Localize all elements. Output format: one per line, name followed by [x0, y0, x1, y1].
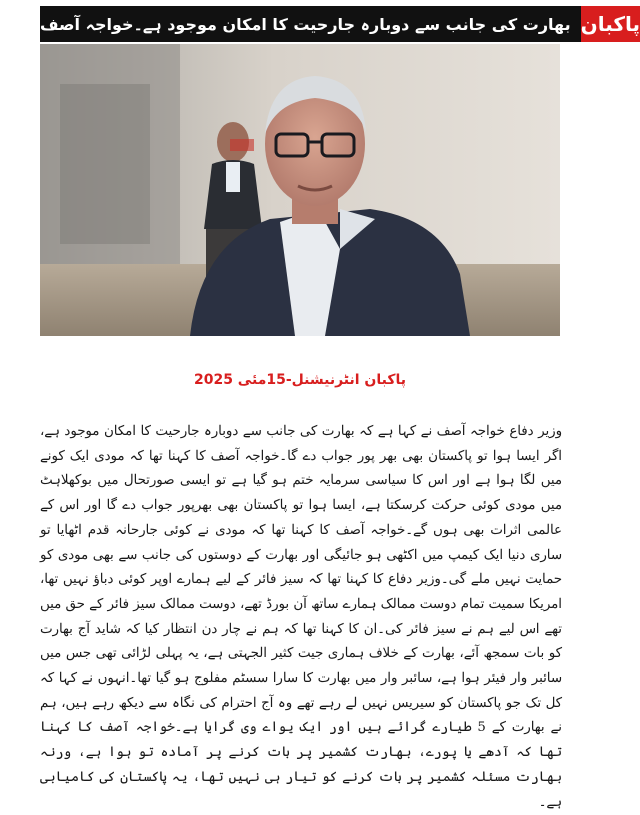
brand-name: پاکبان — [580, 12, 640, 36]
brand-logo — [581, 6, 640, 42]
dateline: پاکبان انٹرنیشنل-15مئی 2025 — [193, 372, 407, 388]
news-photo-illustration — [40, 44, 560, 336]
headline: بھارت کی جانب سے دوبارہ جارحیت کا امکان موجود ہے۔خواجہ آصف — [40, 14, 571, 34]
article-text: وزیر دفاع خواجہ آصف نے کہا ہے کہ بھارت کی جانب سے دوبارہ جارحیت کا امکان موجود ہے، اگر ایسا ہوا تو پاکستان بھی بھر پور جواب دے گا۔خواجہ آصف کا کہنا تھا کہ مودی ایک کونے میں لگا ہوا ہے اور اس کا سیاسی سرمایہ ختم ہو گیا ہے تو ایسی صورتحال میں بوکھلاہٹ میں مودی کوئی حرکت کرسکتا ہے، ایسا ہوا تو پاکستان بھی بھرپور جواب دے گا اور اس کے عالمی اثرات بھی ہوں گے۔خواجہ آصف کا کہنا تھا کہ مودی نے کوئی جارحانہ قدم اٹھایا تو ساری دنیا ایک کیمپ میں اکٹھی ہو جائیگی اور بھارت کے دوستوں کی جانب سے بھی مودی کو حمایت نہیں ملے گی۔وزیر دفاع کا کہنا تھا کہ سیز فائر کے لیے ہمارے اوپر کوئی دباؤ نہیں تھا، امریکا سمیت تمام دوست ممالک ہمارے ساتھ آن بورڈ تھے، دوست ممالک سیز فائر کے حق میں تھے اس لیے ہم نے سیز فائر کی۔ان کا کہنا تھا کہ ہم نے چار دن انتظار کیا کہ شاید آج بھارت کو بات سمجھ آئے، بھارت کے خلاف ہماری جیت کثیر الجہتی ہے، یہ پہلی لڑائی تھی جس میں سائبر وار فیئر ہوا ہے، سائبر وار میں بھارت کا سارا سسٹم مفلوج ہو گیا تھا۔انہوں نے کہا کہ کل تک جو پاکستان کو سیریس نہیں لے رہے تھے وہ آج احترام کی نگاہ سے دیکھ رہے ہیں، ہم نے بھارت کے 5 طیارے گرائے ہیں اور ایک یواے وی گرایا ہے۔خواجہ آصف کا کہنا تھا کہ آدھے یا پورے، بھارت کشمیر پر بات کرنے پر آمادہ تو ہوا ہے، ورنہ بھارت مسئلہ کشمیر پر بات کرنے کو تیار ہی نہیں تھا، یہ پاکستان کی کامیابی ہے۔ — [40, 424, 562, 810]
headline-bar — [40, 6, 581, 42]
article-body — [40, 420, 562, 815]
news-photo — [40, 44, 560, 336]
news-header — [40, 6, 640, 42]
